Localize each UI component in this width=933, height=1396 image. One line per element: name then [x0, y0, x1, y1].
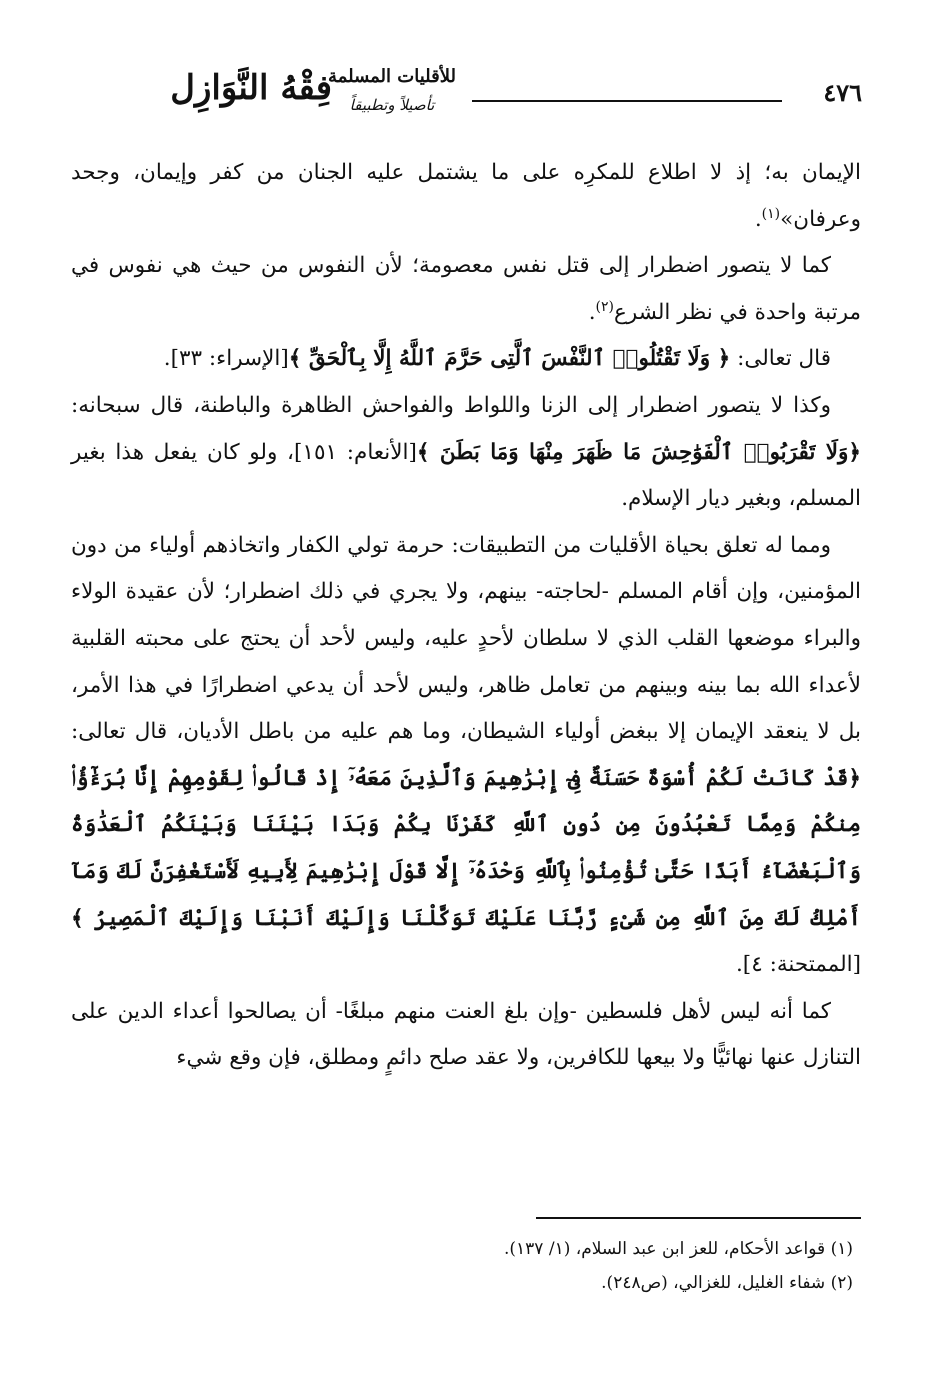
paragraph-text: كما لا يتصور اضطرار إلى قتل نفس معصومة؛ لأن النفوس من حيث هي نفوس في مرتبة واحدة في نظر الشرع [71, 253, 861, 325]
paragraph-2 [71, 243, 861, 336]
verse-reference: [الممتحنة: ٤]. [735, 952, 861, 978]
main-text [71, 150, 861, 1082]
book-title-block [72, 60, 462, 130]
paragraph-lead: ومما له تعلق بحياة الأقليات من التطبيقات: حرمة تولي الكفار واتخاذهم أولياء من دون المؤمنين، وإن أقام المسلم -لحاجته- بينهم، ولا يجري في ذلك اضطرار؛ لأن عقيدة الولاء والبراء موضعها القلب الذي لا سلطان لأحدٍ عليه، وليس لأحد أن يحتج على محبته القلبية لأعداء الله بما بينه وبينهم من تعامل ظاهر، وليس لأحد أن يدعي اضطرارًا في هذا الأمر، بل لا ينعقد الإيمان إلا ببغض أولياء الشيطان، وما هم عليه من باطل الأديان، قال تعالى: [71, 532, 861, 745]
page-number: ٤٧٦ [823, 78, 862, 107]
paragraph-end: . [754, 206, 762, 232]
paragraph-6 [71, 989, 861, 1082]
footnote-ref-2[interactable]: (٢) [595, 298, 614, 315]
book-tagline: تأصيلاً وتطبيقاً [349, 96, 435, 114]
footnote-1: (١) قواعد الأحكام، للعز ابن عبد السلام، (١/ ١٣٧). [503, 1239, 853, 1259]
footnote-separator [536, 1217, 861, 1219]
verse-reference: [الإسراء: ٣٣]. [163, 346, 289, 372]
book-subtitle: للأقليات المسلمة [328, 66, 456, 87]
paragraph-3 [71, 336, 861, 383]
paragraph-1 [71, 150, 861, 243]
footnote-2: (٢) شفاء الغليل، للغزالي، (ص٢٤٨). [601, 1273, 853, 1293]
header-rule [472, 100, 782, 102]
footnote-ref-1[interactable]: (١) [761, 205, 781, 222]
quran-verse: ﴿قَدْ كَانَتْ لَكُمْ أُسْوَةٌ حَسَنَةٌ فِىٓ إِبْرَٰهِيمَ وَٱلَّذِينَ مَعَهُۥٓ إِذْ قَالُوا۟ لِقَوْمِهِمْ إِنَّا بُرَءَٰٓؤُا۟ مِنكُمْ وَمِمَّا تَعْبُدُونَ مِن دُونِ ٱللَّهِ كَفَرْنَا بِكُمْ وَبَدَا بَيْنَنَا وَبَيْنَكُمُ ٱلْعَدَٰوَةُ وَٱلْبَغْضَآءُ أَبَدًا حَتَّىٰ تُؤْمِنُوا۟ بِٱللَّهِ وَحْدَهُۥٓ إِلَّا قَوْلَ إِبْرَٰهِيمَ لِأَبِيهِ لَأَسْتَغْفِرَنَّ لَكَ وَمَآ أَمْلِكُ لَكَ مِنَ ٱللَّهِ مِن شَىْءٍ رَّبَّنَا عَلَيْكَ تَوَكَّلْنَا وَإِلَيْكَ أَنَبْنَا وَإِلَيْكَ ٱلْمَصِيرُ ﴾ [71, 765, 861, 931]
verse-reference: [الأنعام: ١٥١] [294, 439, 417, 465]
running-header [72, 60, 862, 130]
footnotes [73, 1232, 853, 1300]
quran-verse: ﴿وَلَا تَقْرَبُوا۟ ٱلْفَوَٰحِشَ مَا ظَهَرَ مِنْهَا وَمَا بَطَنَ ﴾ [416, 439, 861, 465]
paragraph-tail: ، ولو كان يفعل هذا بغير المسلم، وبغير ديار الإسلام. [71, 439, 861, 512]
paragraph-lead: وكذا لا يتصور اضطرار إلى الزنا واللواط والفواحش الظاهرة والباطنة، قال سبحانه: [71, 392, 831, 418]
quran-verse: ﴿ وَلَا تَقْتُلُوا۟ ٱلنَّفْسَ ٱلَّتِى حَرَّمَ ٱللَّهُ إِلَّا بِٱلْحَقِّ ﴾ [288, 346, 731, 372]
book-title: فِقْهُ النَّوَازِل [170, 68, 332, 108]
paragraph-text: الإيمان به؛ إذ لا اطلاع للمكرِه على ما يشتمل عليه الجنان من كفر وإيمان، وجحد وعرفان» [71, 160, 861, 232]
paragraph-lead: قال تعالى: [730, 346, 831, 372]
paragraph-5 [71, 523, 861, 989]
paragraph-text: كما أنه ليس لأهل فلسطين -وإن بلغ العنت منهم مبلغًا- أن يصالحوا أعداء الدين على التنازل عنها نهائيًّا ولا بيعها للكافرين، ولا عقد صلح دائمٍ ومطلق، فإن وقع شيء [71, 998, 861, 1071]
paragraph-end: . [588, 299, 596, 325]
paragraph-4 [71, 383, 861, 523]
